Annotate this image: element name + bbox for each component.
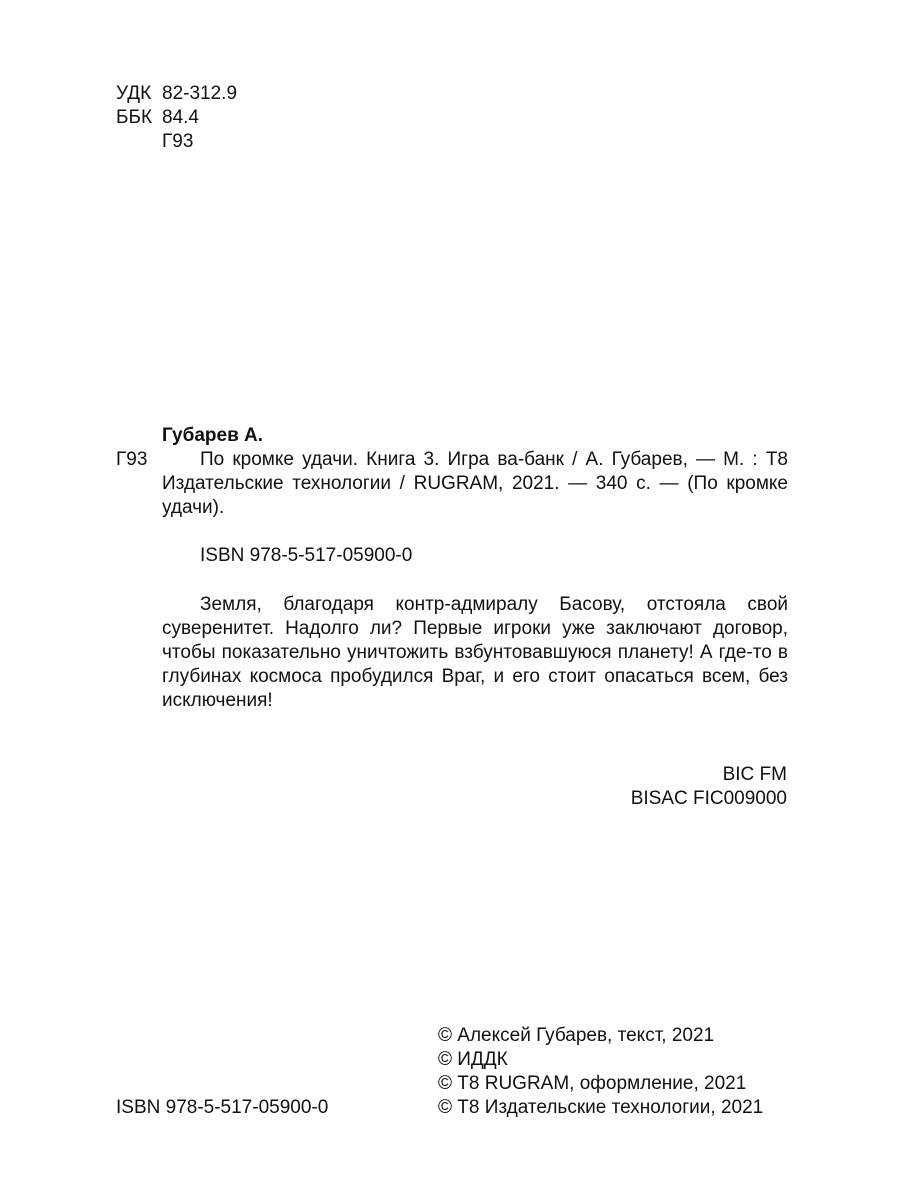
author-heading: Губарев А.: [162, 425, 264, 446]
copyright-block: [438, 1024, 763, 1120]
annotation-paragraph: Земля, благодаря контр-адмиралу Басову, отстояла свой суверенитет. Надолго ли? Первые игроки уже заключают договор, чтобы показательно уничтожить взбунтовавшуюся планету! А где-то в глубинах космоса пробудился Враг, и его стоит опасаться всем, без исключения!: [162, 594, 788, 711]
bic-code: BIC FM: [722, 764, 787, 785]
author-code-row: [116, 130, 237, 154]
copyright-line: © ИДДК: [438, 1049, 508, 1070]
margin-author-code: Г93: [116, 449, 148, 470]
bibliographic-entry: По кромке удачи. Книга 3. Игра ва-банк / А. Губарев, — М. : Т8 Издательские технологии / RUGRAM, 2021. — 340 с. — (По кромке удачи).: [162, 449, 788, 518]
bbk-label: ББК: [116, 107, 153, 128]
author-code: Г93: [162, 131, 194, 152]
isbn-line: ISBN 978-5-517-05900-0: [200, 545, 413, 566]
subject-codes: [500, 763, 787, 811]
bottom-isbn: ISBN 978-5-517-05900-0: [116, 1097, 329, 1118]
bisac-code: BISAC FIC009000: [630, 788, 787, 809]
copyright-line: © Т8 Издательские технологии, 2021: [438, 1097, 764, 1118]
copyright-line: © Алексей Губарев, текст, 2021: [438, 1025, 715, 1046]
udk-label: УДК: [116, 83, 152, 104]
copyright-line: © Т8 RUGRAM, оформление, 2021: [438, 1073, 747, 1094]
bbk-value: 84.4: [162, 107, 199, 128]
udk-row: [116, 82, 237, 106]
udk-value: 82-312.9: [162, 83, 238, 104]
classification-block: [116, 82, 237, 154]
bbk-row: [116, 106, 237, 130]
